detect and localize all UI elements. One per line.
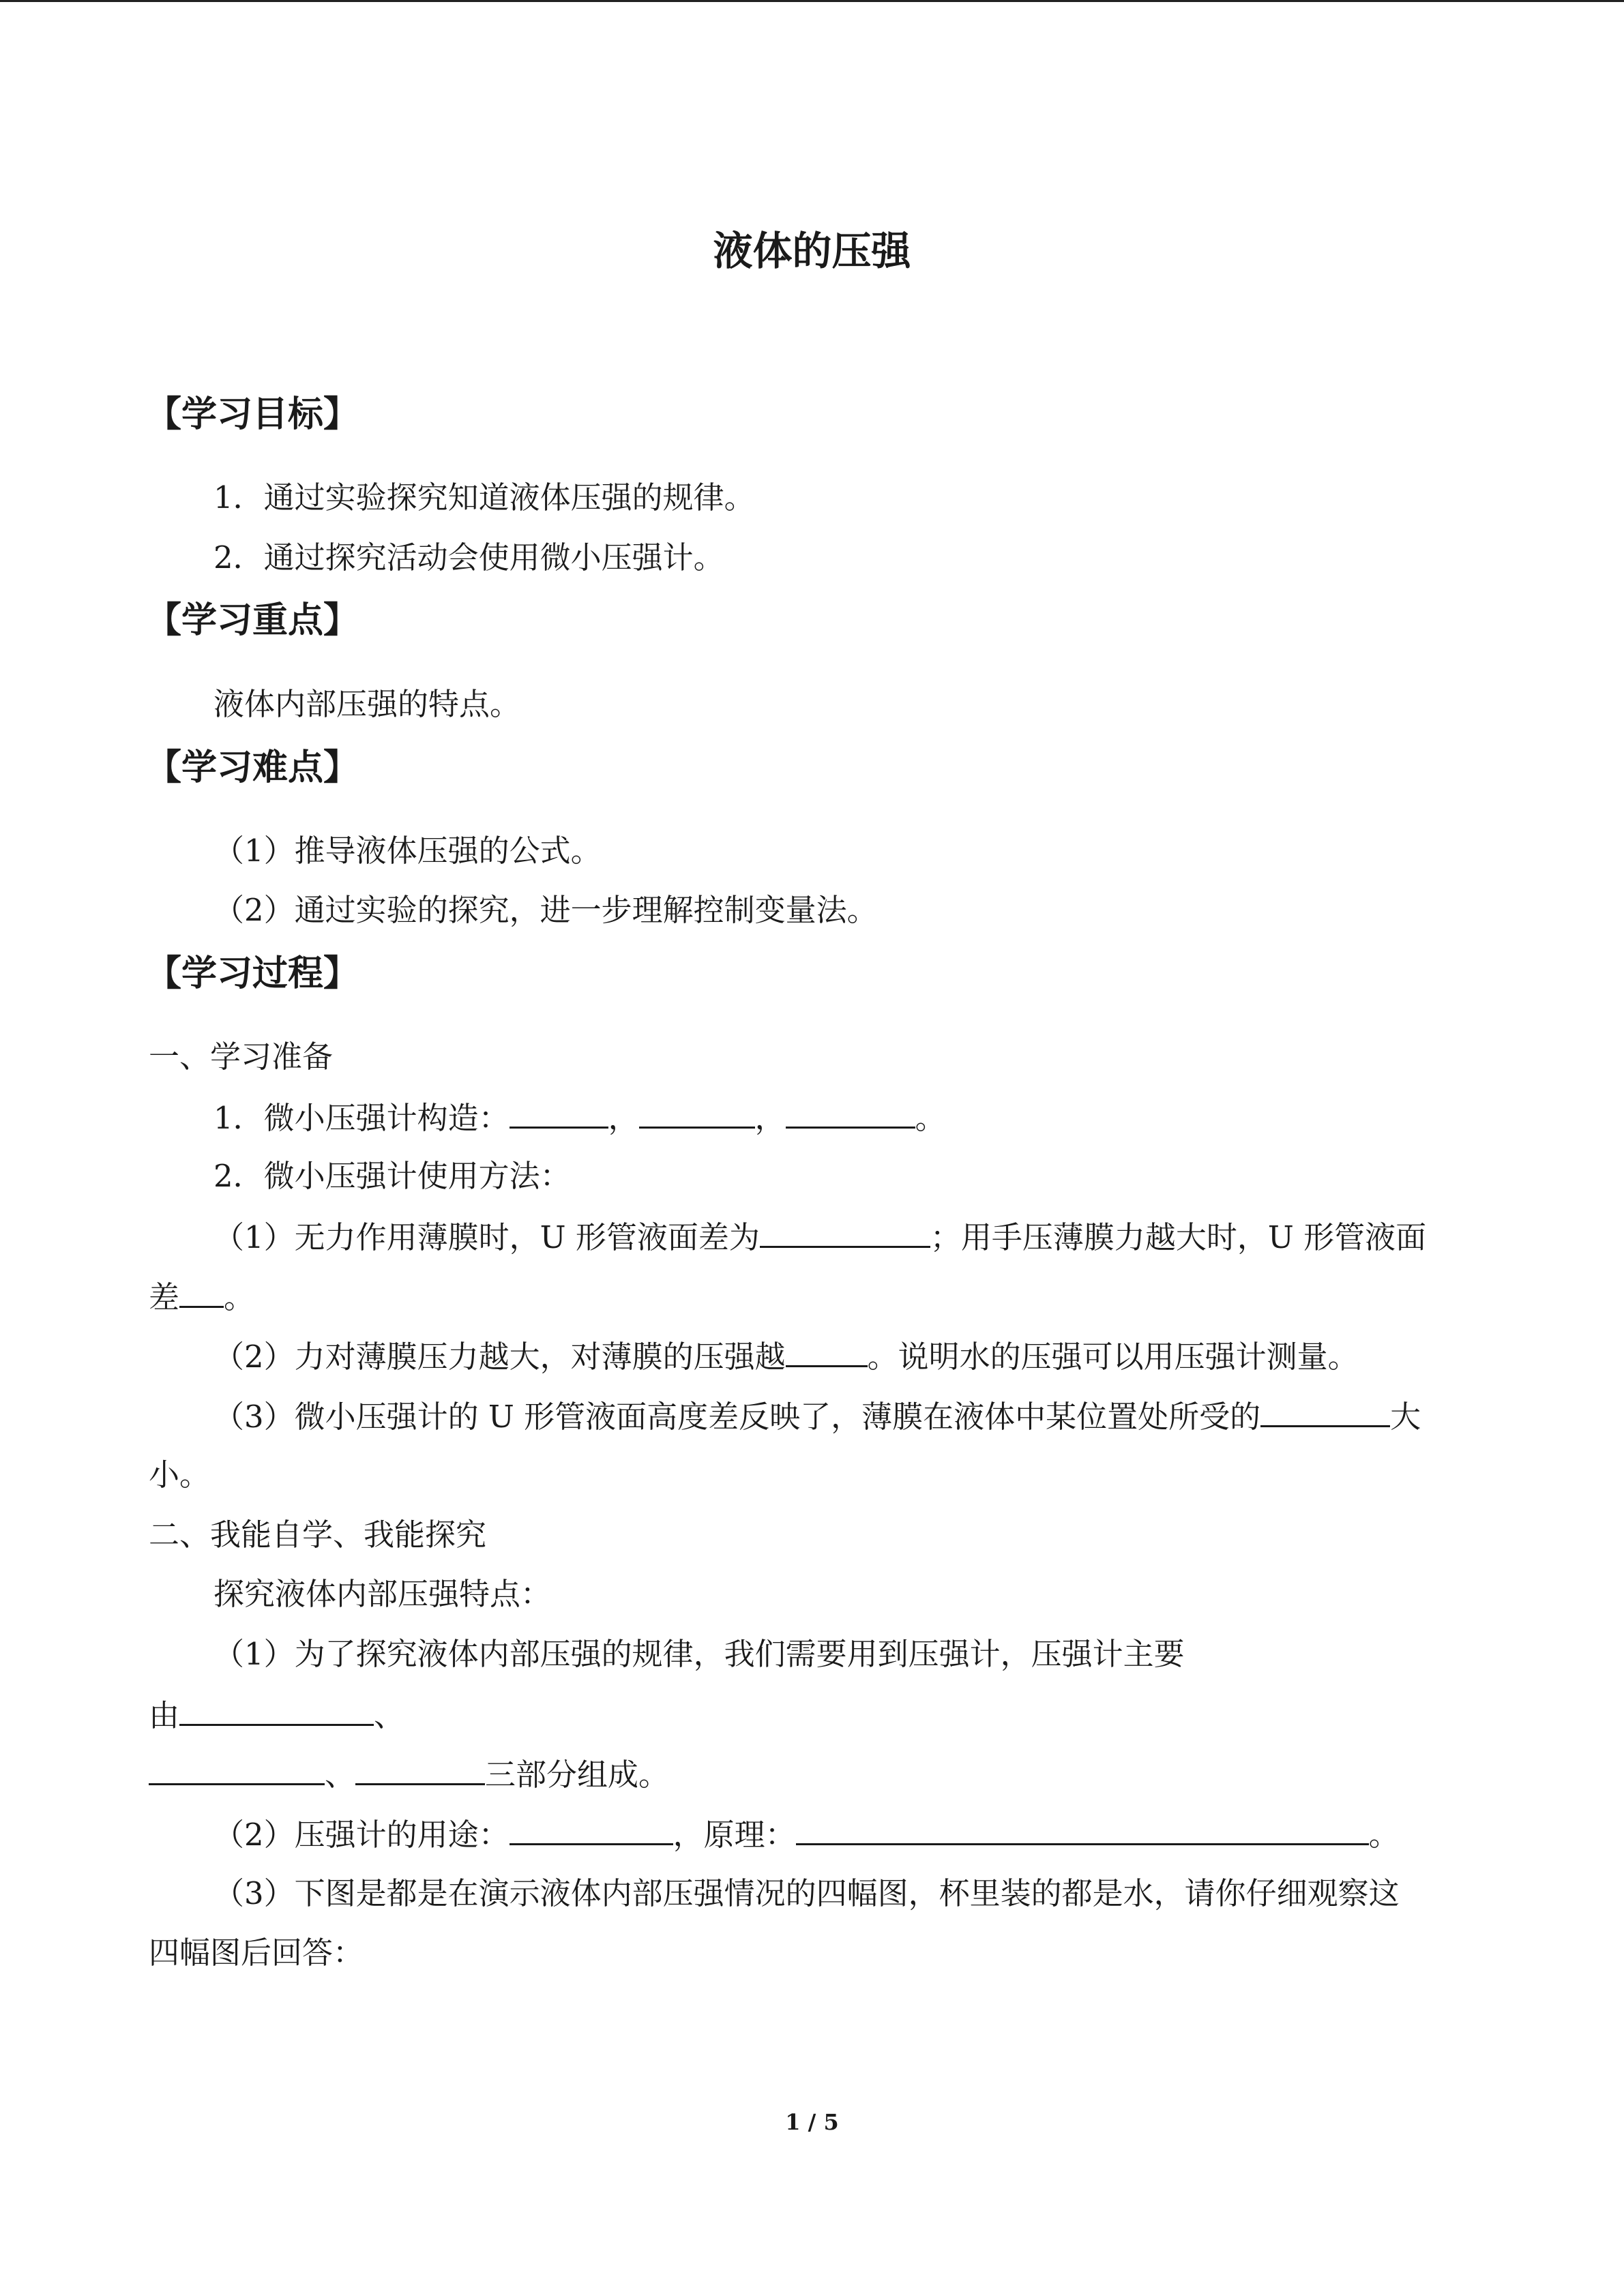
- question-text: （1）无力作用薄膜时，U 形管液面差为: [213, 1219, 760, 1255]
- question-text: ，原理：: [673, 1817, 796, 1853]
- page-title: 液体的压强: [713, 228, 911, 274]
- answer-blank[interactable]: [796, 1813, 1369, 1845]
- answer-blank[interactable]: [786, 1335, 868, 1367]
- heading-key-points: 【学习重点】: [146, 600, 359, 641]
- page-number: 1 / 5: [785, 2109, 839, 2135]
- question-text: （3）微小压强计的 U 形管液面高度差反映了，薄膜在液体中某位置处所受的: [213, 1399, 1261, 1435]
- question-text: 差: [149, 1279, 180, 1315]
- question-usage-1: [213, 1216, 1426, 1258]
- punctuation: 。: [1368, 1817, 1400, 1853]
- part2-intro: 探究液体内部压强特点：: [213, 1576, 552, 1612]
- punctuation: ，: [608, 1100, 639, 1136]
- punctuation: 。: [224, 1279, 255, 1315]
- heading-goals: 【学习目标】: [146, 394, 359, 435]
- difficulty-item: （2）通过实验的探究，进一步理解控制变量法。: [213, 892, 878, 928]
- question-usage: 2．微小压强计使用方法：: [213, 1158, 571, 1194]
- answer-blank[interactable]: [510, 1097, 608, 1129]
- punctuation: ，: [754, 1100, 786, 1136]
- punctuation: 、: [374, 1697, 405, 1733]
- answer-blank[interactable]: [149, 1753, 325, 1785]
- question-usage-1-cont: [149, 1276, 254, 1318]
- heading-process: 【学习过程】: [146, 953, 359, 994]
- answer-blank[interactable]: [786, 1097, 915, 1129]
- punctuation: 。: [915, 1100, 946, 1136]
- question-text: 。说明水的压强可以用压强计测量。: [867, 1339, 1359, 1375]
- key-point-text: 液体内部压强的特点。: [213, 686, 521, 722]
- question-structure: [213, 1097, 946, 1139]
- answer-blank[interactable]: [179, 1694, 374, 1726]
- explore-question-3: （3）下图是都是在演示液体内部压强情况的四幅图，杯里装的都是水，请你仔细观察这: [213, 1875, 1400, 1911]
- question-text: 三部分组成。: [485, 1757, 670, 1793]
- question-text: （2）压强计的用途：: [213, 1817, 510, 1853]
- difficulty-item: （1）推导液体压强的公式。: [213, 833, 602, 869]
- question-text: 由: [149, 1697, 180, 1733]
- heading-difficulties: 【学习难点】: [146, 747, 359, 788]
- question-usage-3-cont: 小。: [149, 1457, 211, 1493]
- question-text: ；用手压薄膜力越大时，U 形管液面: [930, 1219, 1427, 1255]
- explore-question-1: （1）为了探究液体内部压强的规律，我们需要用到压强计，压强计主要: [213, 1636, 1185, 1672]
- answer-blank[interactable]: [510, 1813, 673, 1845]
- goal-item: 2．通过探究活动会使用微小压强计。: [213, 539, 724, 576]
- question-usage-2: [213, 1335, 1359, 1377]
- question-text: （2）力对薄膜压力越大，对薄膜的压强越: [213, 1339, 786, 1375]
- part2-title: 二、我能自学、我能探究: [149, 1517, 487, 1553]
- answer-blank[interactable]: [179, 1276, 224, 1308]
- explore-question-1-cont: [149, 1694, 404, 1736]
- answer-blank[interactable]: [760, 1216, 930, 1248]
- answer-blank[interactable]: [639, 1097, 755, 1129]
- part1-title: 一、学习准备: [149, 1039, 334, 1075]
- explore-question-3-cont: 四幅图后回答：: [149, 1935, 364, 1971]
- explore-question-2: [213, 1813, 1400, 1855]
- goal-item: 1．通过实验探究知道液体压强的规律。: [213, 479, 755, 516]
- question-usage-3: [213, 1395, 1421, 1437]
- question-text: 1．微小压强计构造：: [213, 1100, 510, 1136]
- explore-question-1-cont2: [149, 1753, 669, 1795]
- answer-blank[interactable]: [355, 1753, 485, 1785]
- punctuation: 、: [325, 1757, 356, 1793]
- question-text: 大: [1390, 1399, 1421, 1435]
- answer-blank[interactable]: [1260, 1395, 1390, 1427]
